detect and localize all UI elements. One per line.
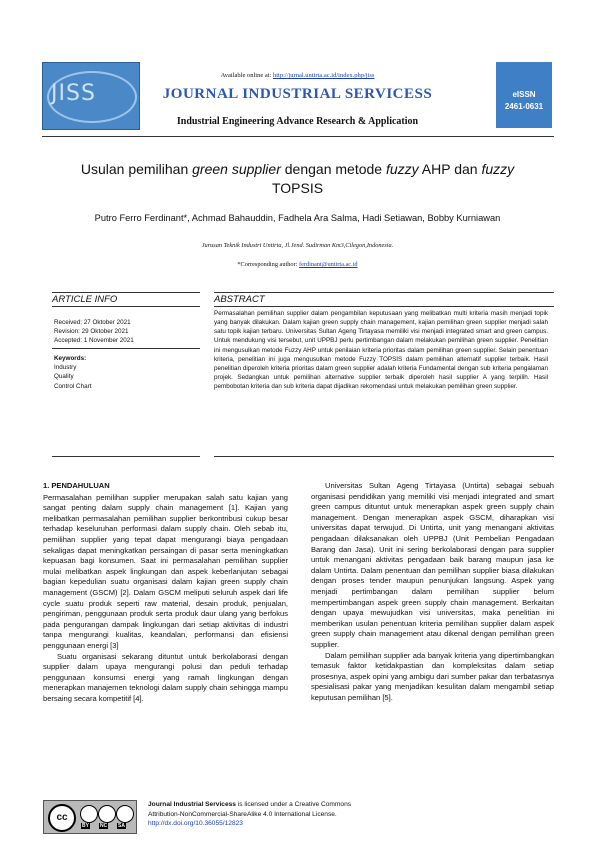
journal-subtitle: Industrial Engineering Advance Research & Application [176, 116, 419, 127]
keywords-block [54, 354, 91, 391]
revision-date: Revision: 29 Oktober 2021 [54, 328, 129, 336]
affiliation: Jurusan Teknik Industri Untirta, Jl.Jend. Sudirman Km3,Cilegon,Indonesia. [201, 242, 394, 249]
paragraph: Suatu organisasi sekarang dituntut untuk berkolaborasi dengan supplier dalam upaya mengurangi polusi dan peduli terhadap penggunaan konsumsi energi yang ramah lingkungan dengan menerapkan manajemen teknologi dalam supply chain sehingga mampu bersaing secara kompetitif [4]. [43, 651, 288, 703]
keyword-item: Quality [54, 373, 74, 381]
sharealike-icon [116, 805, 134, 823]
abstract-top-rule [214, 292, 554, 293]
attribution-icon [80, 805, 98, 823]
corresponding-author [40, 261, 555, 268]
info-bottom-rule [52, 456, 200, 457]
doi-link[interactable]: http://dx.doi.org/10.36055/12823 [148, 820, 243, 827]
dates-rule [52, 348, 200, 349]
article-dates [54, 318, 134, 346]
section-heading-pendahuluan: 1. PENDAHULUAN [43, 481, 110, 490]
journal-title: JOURNAL INDUSTRIAL SERVICESS [162, 86, 433, 102]
keyword-item: Industry [54, 364, 77, 372]
body-left-column [43, 481, 288, 704]
cc-label-sa: SA [118, 823, 125, 829]
info-heading-rule [52, 306, 200, 307]
abstract-heading: ABSTRACT [214, 294, 265, 305]
abstract-text: Permasalahan pemilihan supplier dalam pengambilan keputusaan yang melibatkan multi kriteria masih menjadi topik yang banyak dilakukan. Dalam kajian green supply chain management, kajian pemilihan green supplier menjadi salah satu topik kajian terbaru. Universitas Sultan Ageng Tirtayasa memiliki visi menjadi integrated smart and green campus. Untuk mendukung visi tersebut, unit UPPBJ perlu pertimbangan dalam melakukan pemilihan green supplier. Penelitian ini mengusulkan metode Fuzzy AHP untuk penilaian kriteria prioritas dalam pemilihan green supplier. Selain penentuan kriteria, penelitian ini juga mengusulkan metode Fuzzy TOPSIS dalam pemilihan alternatif supplier terbaik. Hasil penelitian diperoleh kriteria prioritas dalam green supplier adalah kriteria Fundamental dengan sub kriteria pengalaman projek. Sedangkan untuk pemilihan alternative supplier terbaik diperoleh hasil supplier A yang terpilih. Hasil pembobotan kriteria dan sub kriteria dapat dijadikan rekomendasi untuk melakukan pemilihan green supplier. [214, 310, 548, 391]
license-text-1: is licensed under a Creative Commons [235, 801, 352, 808]
journal-url-link[interactable]: http://jurnal.untirta.ac.id/index.php/jiss [272, 72, 375, 79]
issn-label: eISSN [512, 90, 536, 99]
logo-left-text: JISS [51, 81, 96, 106]
corresponding-email-link[interactable]: ferdinant@untirta.ac.id [298, 261, 358, 268]
license-text-2: Attribution-NonCommercial-ShareAlike 4.0 International License. [148, 810, 337, 818]
article-info-heading: ARTICLE INFO [52, 294, 118, 305]
noncommercial-icon [98, 805, 116, 823]
issn-number: 2461-0631 [504, 102, 544, 111]
issn-badge [496, 62, 552, 128]
creative-commons-icon: cc [48, 804, 76, 832]
header-divider [42, 136, 554, 137]
author-list: Putro Ferro Ferdinant*, Achmad Bahauddin, Fadhela Ara Salma, Hadi Setiawan, Bobby Kurniawan [94, 213, 501, 223]
abstract-heading-rule [214, 306, 554, 307]
license-notice [148, 800, 448, 829]
info-top-rule [52, 292, 200, 293]
cc-label-by: BY [82, 823, 89, 829]
body-right-column [311, 481, 554, 703]
abstract-bottom-rule [214, 456, 554, 457]
footer-journal-name: Journal Industrial Servicess [148, 801, 236, 808]
paragraph: Universitas Sultan Ageng Tirtayasa (Untirta) sebagai sebuah organisasi pendidikan yang memiliki visi menjadi integrated and smart green campus dituntut untuk menerapkan aspek green supply chain management. Dengan menerapkan aspek GSCM, diharapkan visi universitas dapat terwujud. Di Untirta, unit yang menangani aktivitas pengadaan dilaksanakan oleh UPPBJ (Unit Pembelian Pengadaan Barang dan Jasa). Unit ini sering berkolaborasi dengan para supplier untuk menangani aktivitas pengadaan baik barang maupun jasa ke dalam Untirta. Dalam penentuan dan pemilihan supplier biasa dilakukan dengan proses tender maupun penunjukan langsung. Aspek yang menjadi pertimbangan dalam pemilihan supplier belum mempertimbangan aspek green supply chain management. Berkaitan dengan upaya mewujudkan visi universitas, maka penelitian ini memberikan usulan penentuan kriteria pemilihan supplier dalam aspek green supply chain management atau dikenal dengan pemilihan green supplier. [311, 481, 554, 649]
cc-label-nc: NC [100, 823, 108, 829]
corresponding-label: *Corresponding author: [237, 261, 299, 268]
keyword-item: Control Chart [54, 382, 92, 390]
paragraph: Permasalahan pemilihan supplier merupakan salah satu kajian yang sangat penting dalam supply chain management [1]. Kajian yang melibatkan permasalahan pemilihan supplier berkontribusi cukup besar terhadap keseluruhan performasi dalam supply chain. Oleh sebab itu, pemilihan supplier yang tepat dapat mengurangi biaya pengadaan sekaligas dapat meningkatkan persaingan di pasar serta meningkatkan kepuasan bagi konsumen. Saat ini permasalahan pemilihan supplier mulai melibatkan aspek lingkungan dan aspek keberlanjutan sebagai bagian kepedulian suatu organisasi dalam kajian green supply chain management (GSCM) [2]. Dalam GSCM meliputi seluruh aspek dari life cycle suatu produk seperti raw material, desain produk, penjualan, pengiriman, penggunaan produk serta produk daur ulang yang berfokus pada pengurangan dampak lingkungan dari setiap aktivitas di industri tanpa mengurangi kualitas, keandalan, performansi dan efisiensi penggunaan energi [3] [43, 492, 288, 650]
available-online-label: Available online at: [220, 72, 273, 79]
paper-title: Usulan pemilihan green supplier dengan metode fuzzy AHP dan fuzzy TOPSIS [80, 161, 515, 196]
paragraph: Dalam pemilihan supplier ada banyak kriteria yang dipertimbangkan temasuk faktor ketidakpastian dan kompleksitas dalam setiap prosesnya, aspek opini yang ambigu dari sumber pakar dan terbatasnya spesialisasi pakar yang menjadikan kesulitan dalam mengambil setiap keputusan pemilihan [5]. [311, 650, 554, 702]
keywords-heading: Keywords: [54, 355, 87, 362]
accepted-date: Accepted: 1 November 2021 [54, 337, 134, 345]
cc-license-badge[interactable] [43, 800, 137, 834]
received-date: Received: 27 Oktober 2021 [54, 319, 131, 326]
